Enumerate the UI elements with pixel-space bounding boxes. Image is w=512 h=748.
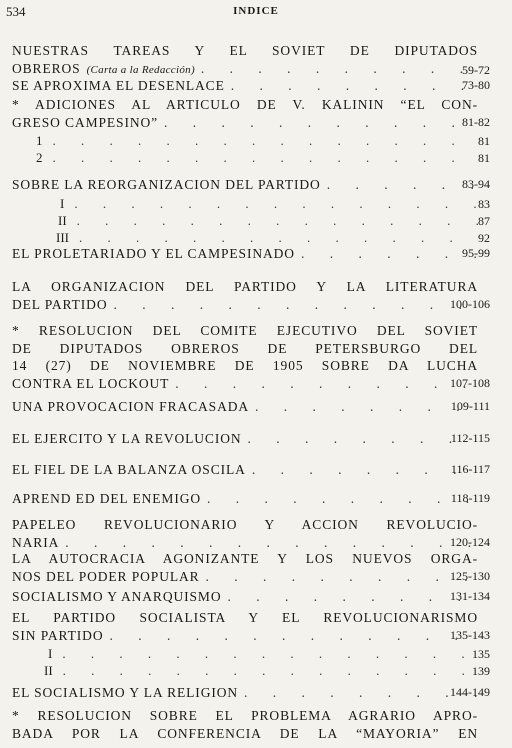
dot-leader bbox=[301, 245, 478, 263]
toc-entry[interactable] bbox=[12, 516, 490, 551]
dot-leader bbox=[53, 133, 479, 149]
toc-entry[interactable] bbox=[12, 490, 490, 508]
entry-title-line: OBREROS bbox=[12, 60, 81, 76]
entry-title-line: EL PARTIDO SOCIALISTA Y EL REVOLUCIONARISMO bbox=[12, 610, 478, 625]
entry-page-range: 81-82 bbox=[462, 114, 490, 129]
entry-page-range: 144-149 bbox=[450, 685, 490, 699]
entry-title-line: UNA PROVOCACION FRACASADA bbox=[12, 399, 250, 414]
dot-leader bbox=[77, 213, 478, 229]
dot-leader bbox=[206, 568, 478, 586]
toc-entry[interactable] bbox=[12, 77, 490, 95]
toc-entry[interactable] bbox=[12, 550, 490, 585]
header-title: INDICE bbox=[233, 5, 279, 17]
entry-page-range: 125-130 bbox=[450, 568, 490, 583]
subentry-label: II bbox=[58, 213, 67, 228]
entry-page-range: 73-80 bbox=[462, 78, 490, 92]
entry-title-line: GRESO CAMPESINO” bbox=[12, 114, 159, 130]
entry-page-range: 112-115 bbox=[450, 431, 490, 445]
subentry-page: 92 bbox=[478, 231, 490, 245]
entry-page-range: 120-124 bbox=[450, 534, 490, 549]
entry-title-line: NUESTRAS TAREAS Y EL SOVIET DE DIPUTADOS bbox=[12, 43, 478, 58]
page-header bbox=[0, 4, 512, 22]
toc-entry[interactable] bbox=[12, 684, 490, 702]
dot-leader bbox=[79, 230, 478, 246]
toc-subentry[interactable] bbox=[36, 133, 490, 149]
subentry-label: III bbox=[56, 230, 69, 245]
toc-subentry[interactable] bbox=[48, 646, 490, 662]
dot-leader bbox=[207, 490, 478, 508]
entry-title-line: EL FIEL DE LA BALANZA OSCILA bbox=[12, 462, 246, 477]
subentry-page: 81 bbox=[478, 134, 490, 148]
entry-note: (Carta a la Redacción) bbox=[86, 63, 195, 76]
dot-leader bbox=[109, 627, 478, 645]
dot-leader bbox=[113, 296, 478, 314]
subentry-page: 81 bbox=[478, 151, 490, 165]
dot-leader bbox=[164, 114, 478, 132]
entry-title-line: EL PROLETARIADO Y EL CAMPESINADO bbox=[12, 246, 295, 261]
entry-title-line: SE APROXIMA EL DESENLACE bbox=[12, 78, 225, 93]
entry-title-line: LA ORGANIZACION DEL PARTIDO Y LA LITERATURA bbox=[12, 279, 478, 294]
entry-page-range: 135-143 bbox=[450, 627, 490, 642]
subentry-page: 139 bbox=[472, 664, 490, 678]
toc-entry[interactable] bbox=[12, 461, 490, 479]
entry-title-line: 14 (27) DE NOVIEMBRE DE 1905 SOBRE DA LUCHA bbox=[12, 358, 478, 373]
toc-entry[interactable] bbox=[12, 322, 490, 392]
dot-leader bbox=[175, 375, 478, 393]
dot-leader bbox=[74, 196, 478, 212]
subentry-page: 83 bbox=[478, 197, 490, 211]
entry-title-line: NOS DEL PODER POPULAR bbox=[12, 568, 200, 584]
subentry-label: 2 bbox=[36, 150, 43, 165]
entry-page-range: 131-134 bbox=[450, 589, 490, 603]
subentry-label: I bbox=[60, 196, 65, 211]
toc-entry[interactable] bbox=[12, 278, 490, 313]
dot-leader bbox=[65, 534, 478, 552]
entry-title-line: EL SOCIALISMO Y LA RELIGION bbox=[12, 685, 239, 700]
toc-entry[interactable] bbox=[12, 96, 490, 131]
dot-leader bbox=[327, 176, 478, 194]
entry-title-line: SIN PARTIDO bbox=[12, 627, 104, 643]
entry-page-range: 59-72 bbox=[462, 62, 490, 77]
dot-leader bbox=[201, 60, 478, 78]
entry-title-line: PAPELEO REVOLUCIONARIO Y ACCION REVOLUCIO- bbox=[12, 517, 478, 532]
subentry-label: I bbox=[48, 646, 53, 661]
entry-title-line: * ADICIONES AL ARTICULO DE V. KALININ “EL CON- bbox=[12, 97, 478, 112]
entry-title-line: * RESOLUCION DEL COMITE EJECUTIVO DEL SOVIET bbox=[12, 323, 478, 338]
dot-leader bbox=[53, 150, 479, 166]
subentry-label: 1 bbox=[36, 133, 43, 148]
dot-leader bbox=[63, 663, 478, 679]
toc-entry[interactable] bbox=[12, 430, 490, 448]
toc-entry[interactable] bbox=[12, 707, 478, 742]
dot-leader bbox=[248, 430, 478, 448]
page-number: 534 bbox=[6, 4, 26, 19]
entry-title-line: NARIA bbox=[12, 534, 60, 550]
entry-page-range: 118-119 bbox=[450, 491, 490, 505]
toc-entry[interactable] bbox=[12, 245, 490, 263]
toc-subentry[interactable] bbox=[56, 230, 490, 246]
entry-page-range: 116-117 bbox=[450, 462, 490, 476]
toc-entry[interactable] bbox=[12, 176, 490, 194]
subentry-page: 87 bbox=[478, 214, 490, 228]
dot-leader bbox=[62, 646, 478, 662]
subentry-label: II bbox=[44, 663, 53, 678]
toc-entry[interactable] bbox=[12, 42, 490, 79]
toc-subentry[interactable] bbox=[58, 213, 490, 229]
dot-leader bbox=[231, 77, 478, 95]
entry-title-line: APREND ED DEL ENEMIGO bbox=[12, 491, 202, 506]
entry-title-line: DE DIPUTADOS OBREROS DE PETERSBURGO DEL bbox=[12, 340, 478, 356]
entry-title-line: SOCIALISMO Y ANARQUISMO bbox=[12, 589, 222, 604]
entry-page-range: 107-108 bbox=[450, 375, 490, 390]
toc-entry[interactable] bbox=[12, 398, 490, 416]
toc-subentry[interactable] bbox=[44, 663, 490, 679]
entry-title-line: LA AUTOCRACIA AGONIZANTE Y LOS NUEVOS ORGA- bbox=[12, 551, 478, 566]
toc-entry[interactable] bbox=[12, 588, 490, 606]
entry-title-line: DEL PARTIDO bbox=[12, 296, 108, 312]
entry-page-range: 95-99 bbox=[462, 246, 490, 260]
toc-subentry[interactable] bbox=[36, 150, 490, 166]
entry-title-line: EL EJERCITO Y LA REVOLUCION bbox=[12, 431, 242, 446]
entry-title-line: BADA POR LA CONFERENCIA DE LA “MAYORIA” EN bbox=[12, 725, 478, 741]
entry-title-line: * RESOLUCION SOBRE EL PROBLEMA AGRARIO APRO- bbox=[12, 708, 478, 723]
toc-entry[interactable] bbox=[12, 609, 490, 644]
entry-title-line: SOBRE LA REORGANIZACION DEL PARTIDO bbox=[12, 177, 321, 192]
entry-page-range: 100-106 bbox=[450, 296, 490, 311]
subentry-page: 135 bbox=[472, 647, 490, 661]
dot-leader bbox=[252, 461, 478, 479]
toc-subentry[interactable] bbox=[60, 196, 490, 212]
entry-page-range: 83-94 bbox=[462, 177, 490, 191]
dot-leader bbox=[244, 684, 478, 702]
entry-title-line: CONTRA EL LOCKOUT bbox=[12, 375, 170, 391]
dot-leader bbox=[255, 398, 478, 416]
dot-leader bbox=[227, 588, 478, 606]
entry-page-range: 109-111 bbox=[450, 399, 490, 413]
